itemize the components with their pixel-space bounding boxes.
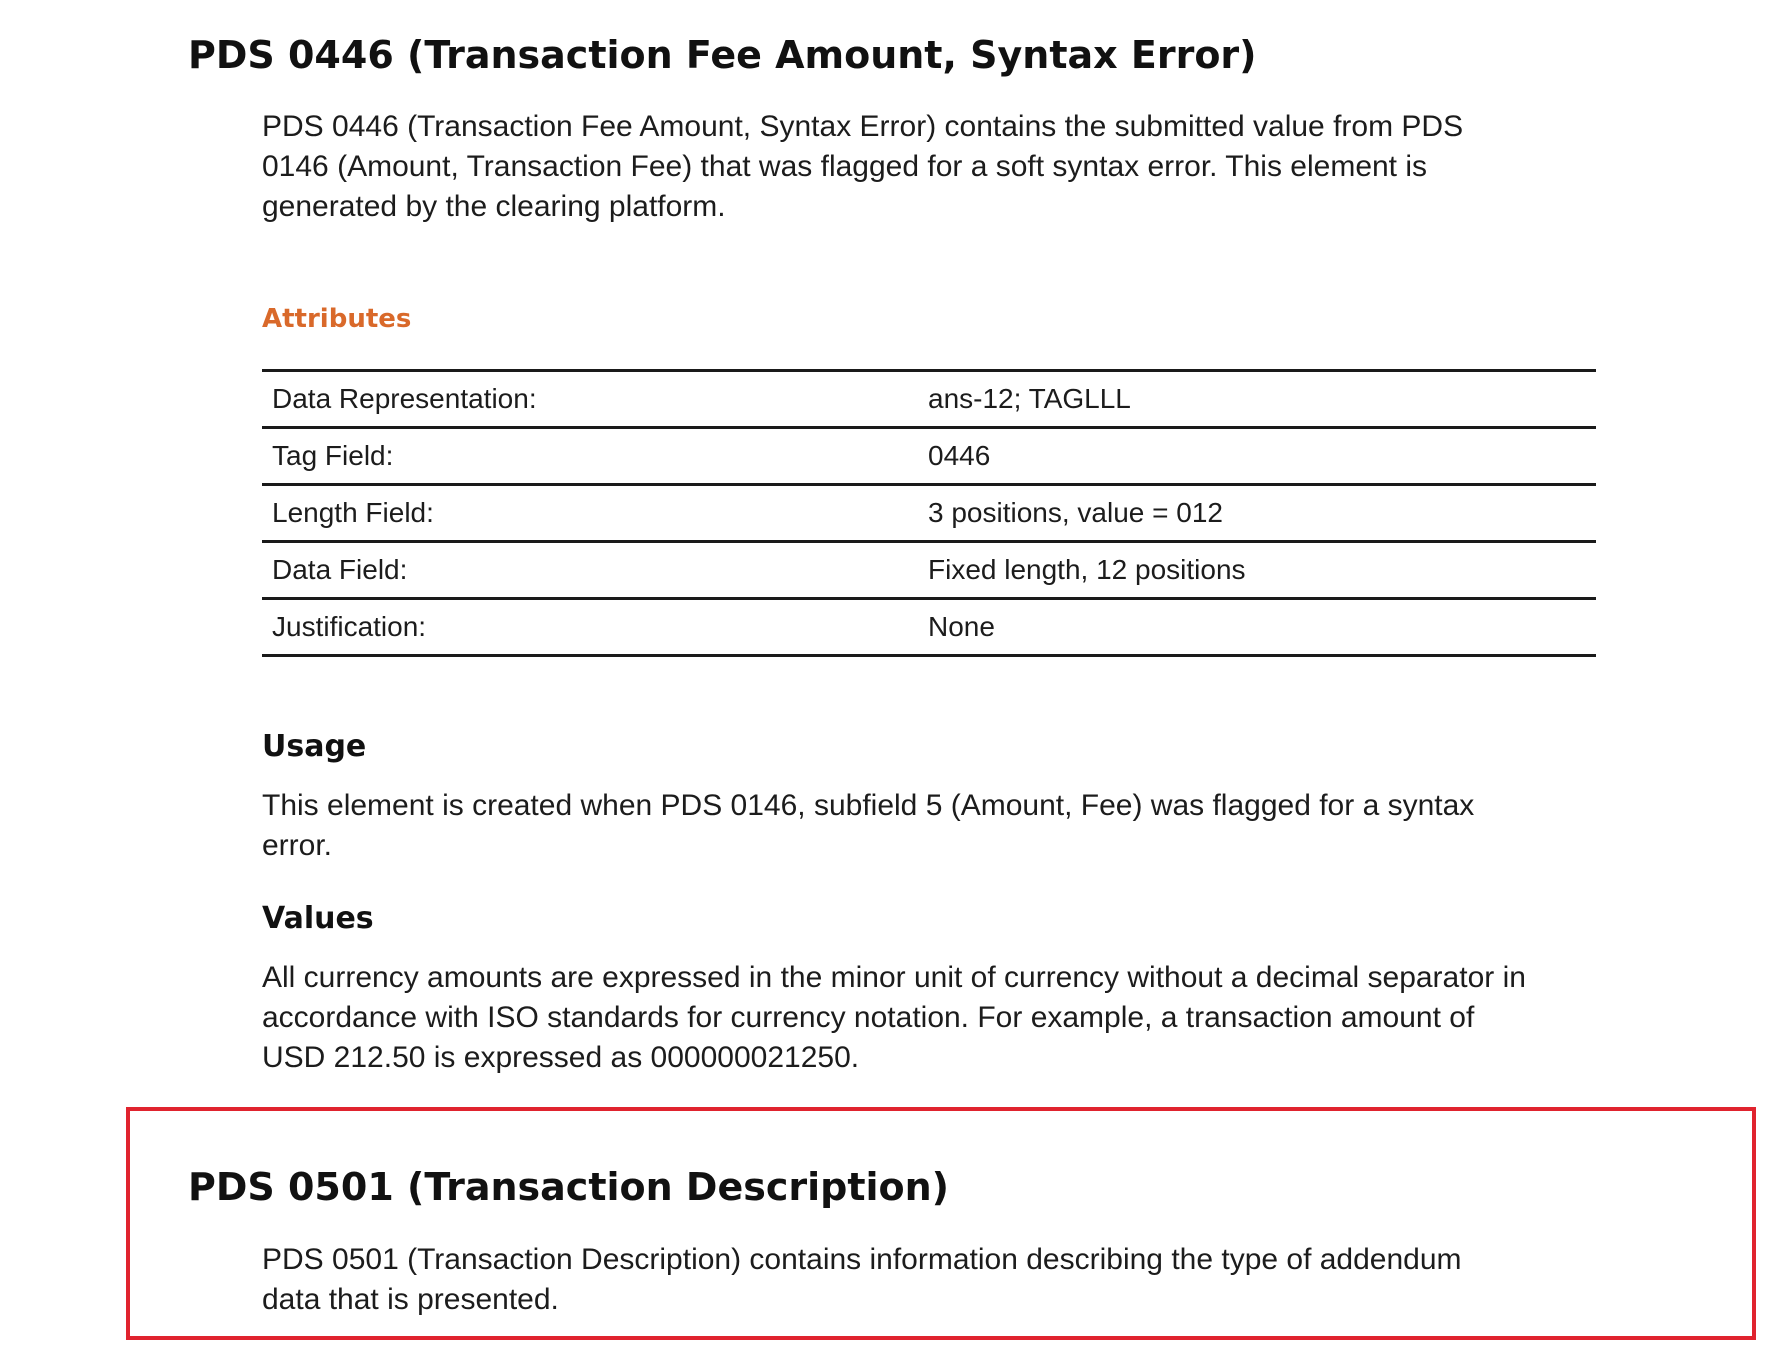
attribute-value: 3 positions, value = 012 — [928, 497, 1223, 528]
usage-line: This element is created when PDS 0146, subfield 5 (Amount, Fee) was flagged for a syntax — [262, 789, 1475, 822]
values-heading: Values — [262, 901, 374, 936]
attribute-key: Data Representation: — [272, 383, 537, 414]
table-row — [262, 372, 1596, 429]
section-title-pds-0501: PDS 0501 (Transaction Description) — [188, 1165, 950, 1209]
usage-heading: Usage — [262, 729, 367, 764]
description-line: data that is presented. — [262, 1283, 559, 1316]
attribute-key: Tag Field: — [272, 440, 394, 471]
attributes-label: Attributes — [262, 304, 412, 334]
section-title-pds-0446: PDS 0446 (Transaction Fee Amount, Syntax Error) — [188, 33, 1257, 77]
table-row — [262, 600, 1596, 657]
values-line: accordance with ISO standards for currency notation. For example, a transaction amount of — [262, 1001, 1475, 1034]
attribute-key: Justification: — [272, 611, 427, 642]
pds-0501-description — [262, 1240, 1462, 1320]
attributes-table — [262, 369, 1596, 657]
description-line: 0146 (Amount, Transaction Fee) that was flagged for a soft syntax error. This element is — [262, 150, 1428, 183]
values-line: All currency amounts are expressed in the minor unit of currency without a decimal separator in — [262, 961, 1526, 994]
attribute-value: Fixed length, 12 positions — [928, 554, 1246, 585]
values-text — [262, 958, 1526, 1078]
attribute-key: Data Field: — [272, 554, 408, 585]
usage-line: error. — [262, 829, 333, 862]
pds-0446-description — [262, 107, 1463, 227]
table-row — [262, 543, 1596, 600]
attribute-value: 0446 — [928, 440, 991, 471]
values-line: USD 212.50 is expressed as 000000021250. — [262, 1041, 860, 1074]
table-row — [262, 486, 1596, 543]
attribute-key: Length Field: — [272, 497, 434, 528]
attribute-value: ans-12; TAGLLL — [928, 383, 1131, 414]
attribute-value: None — [928, 611, 995, 642]
description-line: PDS 0446 (Transaction Fee Amount, Syntax Error) contains the submitted value from PDS — [262, 110, 1464, 143]
usage-text — [262, 786, 1474, 866]
description-line: generated by the clearing platform. — [262, 190, 726, 223]
table-row — [262, 429, 1596, 486]
description-line: PDS 0501 (Transaction Description) contains information describing the type of addendum — [262, 1243, 1462, 1276]
